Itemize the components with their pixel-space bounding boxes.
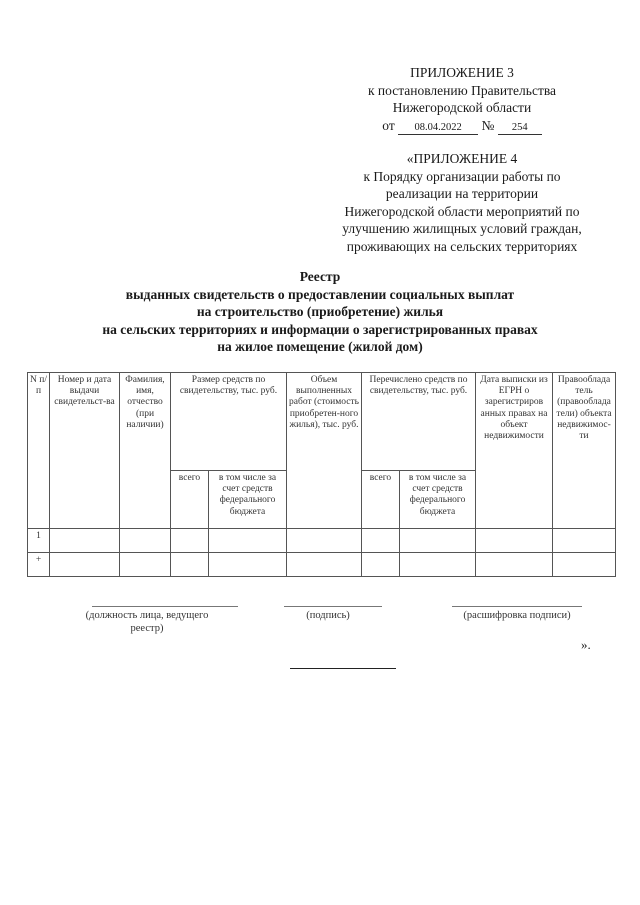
table-cell <box>171 553 209 577</box>
header-transferred-federal: в том числе за счет средств федерального бюджета <box>400 471 476 529</box>
table-cell <box>120 553 171 577</box>
table-cell <box>400 553 476 577</box>
appendix-4-header <box>330 150 594 255</box>
row-number-cell: 1 <box>28 529 50 553</box>
header-egrn-date: Дата выписки из ЕГРН о зарегистриров анных правах на объект недвижимости <box>476 373 553 529</box>
appendix-4-line: улучшению жилищных условий граждан, <box>342 221 582 236</box>
title-line: Реестр <box>299 269 341 284</box>
header-payment-size: Размер средств по свидетельству, тыс. руб. <box>171 373 287 471</box>
closing-quote: ». <box>581 637 591 652</box>
table-cell <box>362 529 400 553</box>
position-caption: (должность лица, ведущего реестр) <box>85 610 209 634</box>
registry-table <box>27 372 616 577</box>
signature-caption: (подпись) <box>306 610 350 621</box>
decoding-signature-line <box>452 606 582 607</box>
header-certificate: Номер и дата выдачи свидетельст-ва <box>50 373 120 529</box>
number-label: № <box>481 117 495 133</box>
resolution-date: 08.04.2022 <box>398 122 478 135</box>
header-owner: Правооблада тель (правооблада тели) объекта недвижимос-ти <box>553 373 616 529</box>
header-full-name: Фамилия, имя, отчество (при наличии) <box>120 373 171 529</box>
appendix-4-line: Нижегородской области мероприятий по <box>344 203 580 219</box>
appendix-3-line-3: Нижегородской области <box>392 100 532 115</box>
appendix-4-line: «ПРИЛОЖЕНИЕ 4 <box>406 151 518 166</box>
table-cell <box>287 529 362 553</box>
appendix-4-line: реализации на территории <box>385 186 539 201</box>
position-signature-line <box>92 606 238 607</box>
title-line: выданных свидетельств о предоставлении социальных выплат <box>125 286 515 302</box>
table-cell <box>287 553 362 577</box>
appendix-3-title: ПРИЛОЖЕНИЕ 3 <box>410 65 514 80</box>
title-line: на строительство (приобретение) жилья <box>196 304 444 319</box>
table-row <box>28 553 616 577</box>
appendix-4-line: к Порядку организации работы по <box>363 168 561 184</box>
table-cell <box>362 553 400 577</box>
table-cell <box>209 553 287 577</box>
signature-line <box>284 606 382 607</box>
header-transferred: Перечислено средств по свидетельству, тыс. руб. <box>362 373 476 471</box>
table-cell <box>476 529 553 553</box>
title-line: на жилое помещение (жилой дом) <box>217 339 423 354</box>
row-number-cell: + <box>28 553 50 577</box>
header-size-total: всего <box>171 471 209 529</box>
table-cell <box>553 553 616 577</box>
table-cell <box>50 553 120 577</box>
table-cell <box>209 529 287 553</box>
appendix-3-date-line <box>330 117 594 135</box>
header-number: N п/п <box>28 373 50 529</box>
header-work-volume: Объем выполненных работ (стоимость приобретен-ного жилья), тыс. руб. <box>287 373 362 529</box>
document-title <box>40 268 600 356</box>
appendix-3-header <box>330 64 594 135</box>
resolution-number: 254 <box>498 122 542 135</box>
table-cell <box>553 529 616 553</box>
appendix-4-line: проживающих на сельских территориях <box>346 238 578 254</box>
decoding-caption: (расшифровка подписи) <box>463 610 571 621</box>
table-cell <box>50 529 120 553</box>
table-cell <box>400 529 476 553</box>
header-size-federal: в том числе за счет средств федерального бюджета <box>209 471 287 529</box>
table-cell <box>120 529 171 553</box>
appendix-3-line-2: к постановлению Правительства <box>367 82 557 98</box>
title-line: на сельских территориях и информации о зарегистрированных правах <box>102 321 538 337</box>
table-cell <box>171 529 209 553</box>
header-transferred-total: всего <box>362 471 400 529</box>
table-cell <box>476 553 553 577</box>
table-row <box>28 529 616 553</box>
bottom-separator-line <box>290 668 396 669</box>
from-label: от <box>382 117 395 133</box>
